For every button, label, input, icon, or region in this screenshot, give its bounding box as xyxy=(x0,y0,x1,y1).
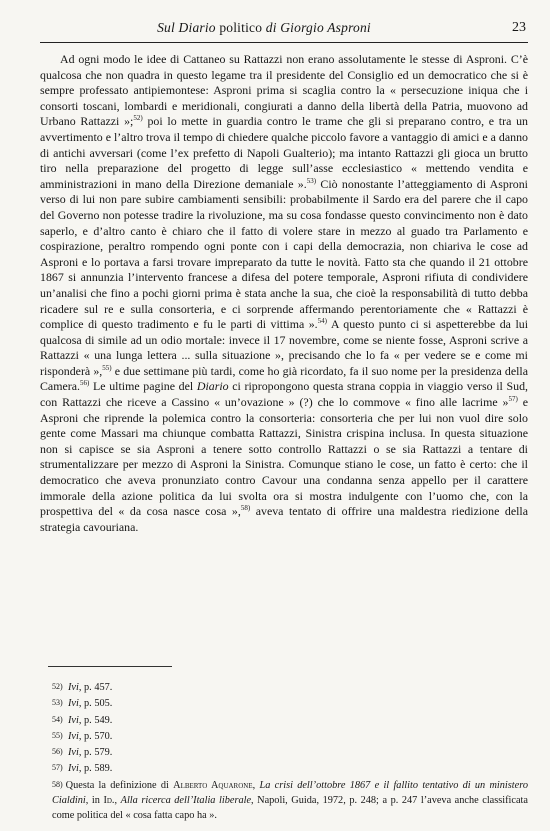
author-name: Alberto Aquarone xyxy=(173,779,253,791)
footnote-ref-ivi: Ivi xyxy=(68,714,79,726)
text-run: aveva tentato di offrire una maldestra riedizione della strategia cavouriana. xyxy=(40,504,528,534)
footnote xyxy=(40,695,528,711)
text-run: , in xyxy=(85,795,104,807)
footnote-number: 53) xyxy=(52,698,63,708)
footnote-ref: 56) xyxy=(79,379,90,388)
footnote-ref: 58) xyxy=(240,504,251,513)
footnote xyxy=(40,728,528,744)
text-run: Le ultime pagine del xyxy=(89,379,197,394)
body-text xyxy=(40,52,528,535)
footnote-ref: 52) xyxy=(133,114,143,123)
footnote-page: , p. 549. xyxy=(78,714,113,726)
footnote-number: 52) xyxy=(52,682,63,691)
footnote-ref: 55) xyxy=(102,363,112,372)
footnote-ref-ivi: Ivi xyxy=(68,682,79,693)
text-run: Questa la definizione di xyxy=(65,779,174,791)
page-number: 23 xyxy=(512,20,526,35)
running-head-part: Sul xyxy=(157,20,175,35)
footnote-page: , p. 579. xyxy=(78,747,113,759)
text-run: Ad ogni modo le idee di Cattaneo su Rattazzi non erano assolutamente le stesse di Asproni. C’è qualcosa che non quadra in questo legame tra il presidente del Consiglio ed un democratico che si è sempre professato antipiemontese: Asproni prima si scaglia contro la « persecuzione iniqua che i consorti toscani, lombardi e meridionali, congiurati a danno della libertà della Patria, muovono ad Urbano Rattazzi »; xyxy=(40,52,528,129)
text-run: , xyxy=(114,795,121,807)
footnote-ref-ivi: Ivi xyxy=(68,763,79,775)
italic-text: Diario xyxy=(196,379,229,394)
footnote-number: 56) xyxy=(52,747,63,757)
footnote-number: 58) xyxy=(52,779,63,789)
running-header xyxy=(40,20,528,43)
footnote-ref-ivi: Ivi xyxy=(68,747,79,759)
italic-text: La crisi dell’ottobre 1867 e il fallito tentativo di un ministero Cialdini xyxy=(52,779,528,807)
footnote xyxy=(40,777,528,824)
footnote-ref: 57) xyxy=(508,395,518,404)
footnote-number: 57) xyxy=(52,763,63,773)
footnotes xyxy=(40,679,528,824)
footnote xyxy=(40,744,528,760)
author-name: Id. xyxy=(103,795,115,807)
footnote xyxy=(40,760,528,776)
text-run: e due settimane più tardi, come ho già ricordato, fa il suo nome per la presidenza della Camera. xyxy=(40,363,528,394)
text-run: Ciò nonostante l’atteggiamento di Asproni verso di lui non pare subire cambiamenti sensibili: probabilmente il Sardo era del parere che il capo del Governo non potesse tradire la rivoluzione, ma su cosa fondasse questo convincimento non è dato saperlo, e d’altro canto è chiaro che il fatto di volere stare in mezzo al guado tra Parlamento e cospirazione, peraltro rompendo ogni ponte con i capi della democrazia, non chiariva le cose ad Asproni e lo portava a farsi trovare impreparato da tutte le novità. Fatto sta che quando il 21 ottobre 1867 si annunzia l’intervento francese a difesa del potere temporale, Asproni rifiuta di condividere un’analisi che fino a pochi giorni prima è stata anche la sua, che cioè la responsabilità di tutto debba ricadere sul re e sulla consorteria, e ci sorprende affermando perentoriamente che « Rattazzi è complice di questo tradimento e fu le parti di vittima ». xyxy=(40,176,528,332)
running-head-title xyxy=(40,20,488,36)
running-head-part: politico xyxy=(219,20,263,35)
footnote xyxy=(40,712,528,728)
footnote-ref-ivi: Ivi xyxy=(68,698,79,710)
text-run: , Napoli, Guida, 1972, p. 248; a p. 247 l’aveva anche classificata come politica del « cosa fatta capo ha ». xyxy=(52,795,528,822)
text-run: ci ripropongono questa strana coppia in viaggio verso il Sud, con Rattazzi che riceve a Cassino « un’ovazione » (?) che lo commove « fino alle lacrime » xyxy=(40,379,528,410)
footnote xyxy=(40,679,528,695)
text-run: e Asproni che riprende la polemica contro la consorteria: consorteria che per lui non vuol dire solo gente come Massari ma chiunque combatta Rattazzi, Sinistra crispina inclusa. In questa situazione non si capisce se sia Asproni a tenere sotto controllo Rattazzi o se sia Rattazzi a tentare di strumentalizzare per mezzo di Asproni la Sinistra. Comunque stiano le cose, un fatto è certo: che il democratico che aveva pronunziato contro Cavour una condanna senza appello per il carattere immorale della azione politica da lui svolta ora si mostra indulgente con l’uomo che, con la prospettiva del « da cosa nasce cosa », xyxy=(40,395,528,519)
text-run: , xyxy=(252,779,260,791)
text-run: poi lo mette in guardia contro le trame che gli si preparano contro, e tra un avvertimento e l’altro trova il tempo di chiedere qualche piccolo favore a vantaggio di amici e a danno di antichi avversari (come l’ex prefetto di Napoli Gualterio); ma intanto Rattazzi gli gioca un brutto tiro nella preparazione del progetto di legge sull’asse ecclesiastico « mettendo vendita e amministrazioni in mano della Direzione demaniale ». xyxy=(40,114,528,191)
footnote-page: , p. 589. xyxy=(78,763,113,775)
footnote-separator xyxy=(48,666,172,667)
footnote-number: 54) xyxy=(52,714,63,724)
footnote-number: 55) xyxy=(52,730,63,740)
footnote-page: , p. 457. xyxy=(78,682,113,693)
paragraph xyxy=(40,52,528,535)
footnote-ref-ivi: Ivi xyxy=(68,730,79,742)
footnote-ref: 53) xyxy=(306,176,317,185)
italic-text: Alla ricerca dell’Italia liberale xyxy=(120,795,252,807)
running-head-part: Diario xyxy=(174,20,220,35)
footnote-page: , p. 505. xyxy=(78,698,113,710)
footnote-page: , p. 570. xyxy=(78,730,113,742)
running-head-part: di Giorgio Asproni xyxy=(262,20,371,35)
text-run: A questo punto ci si aspetterebbe da lui qualcosa di simile ad un odio mortale: invece il 17 novembre, come se niente fosse, Asproni scrive a Rattazzi « una lunga lettera ... sulla situazione », precisando che lo fa « per vedere se e come mi risponderà », xyxy=(40,317,528,378)
footnote-ref: 54) xyxy=(317,317,327,326)
